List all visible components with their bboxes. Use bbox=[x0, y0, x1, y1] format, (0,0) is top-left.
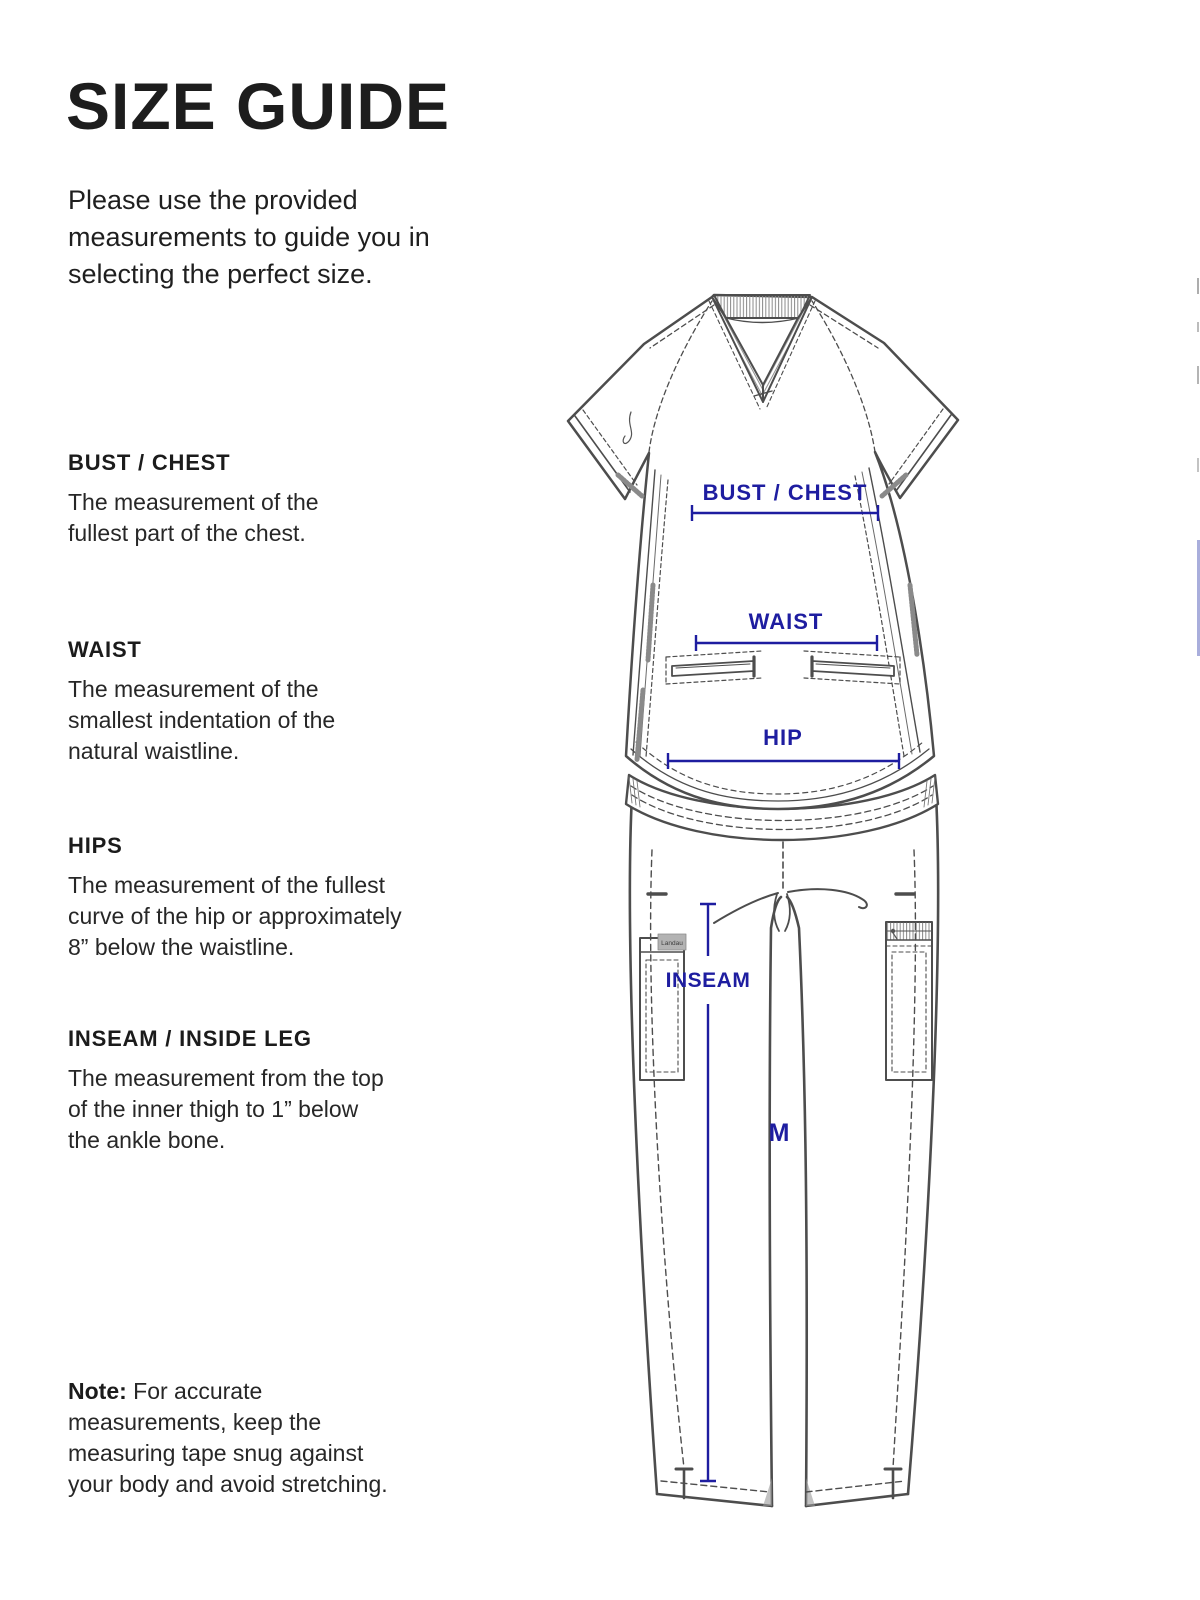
bust-chest-measure-label: BUST / CHEST bbox=[702, 480, 868, 505]
brand-tag-text: Landau bbox=[661, 940, 683, 947]
waist-measure-label: WAIST bbox=[748, 609, 824, 634]
section-body-hips: The measurement of the fullest curve of the hip or approximately 8” below the waistline. bbox=[68, 872, 402, 960]
clipped-right-edge-artifact bbox=[1197, 278, 1199, 294]
clipped-right-edge-artifact bbox=[1197, 366, 1199, 384]
section-body-waist: The measurement of the smallest indentation of the natural waistline. bbox=[68, 676, 336, 764]
section-heading-inseam: INSEAM / INSIDE LEG bbox=[68, 1026, 312, 1051]
section-heading-waist: WAIST bbox=[68, 637, 142, 662]
note-label: Note: bbox=[68, 1378, 127, 1404]
section-body-bust: The measurement of the fullest part of the chest. bbox=[68, 489, 319, 546]
page-title: SIZE GUIDE bbox=[66, 69, 451, 143]
clipped-right-edge-artifact bbox=[1197, 458, 1199, 472]
right-cargo-pocket bbox=[886, 922, 932, 1080]
intro-text: Please use the provided measurements to guide you in selecting the perfect size. bbox=[68, 185, 430, 289]
clipped-right-edge-artifact bbox=[1197, 540, 1200, 656]
size-letter-label: M bbox=[768, 1119, 790, 1147]
section-heading-hips: HIPS bbox=[68, 833, 123, 858]
hip-measure-label: HIP bbox=[763, 725, 803, 750]
clipped-right-edge-artifact bbox=[1197, 322, 1199, 332]
section-heading-bust: BUST / CHEST bbox=[68, 450, 231, 475]
section-body-inseam: The measurement from the top of the inner thigh to 1” below the ankle bone. bbox=[68, 1065, 384, 1153]
left-cargo-pocket bbox=[640, 934, 686, 1080]
inseam-measure-label: INSEAM bbox=[665, 969, 751, 992]
note-text: For accurate measurements, keep the measuring tape snug against your body and avoid stretching. bbox=[68, 1378, 388, 1497]
